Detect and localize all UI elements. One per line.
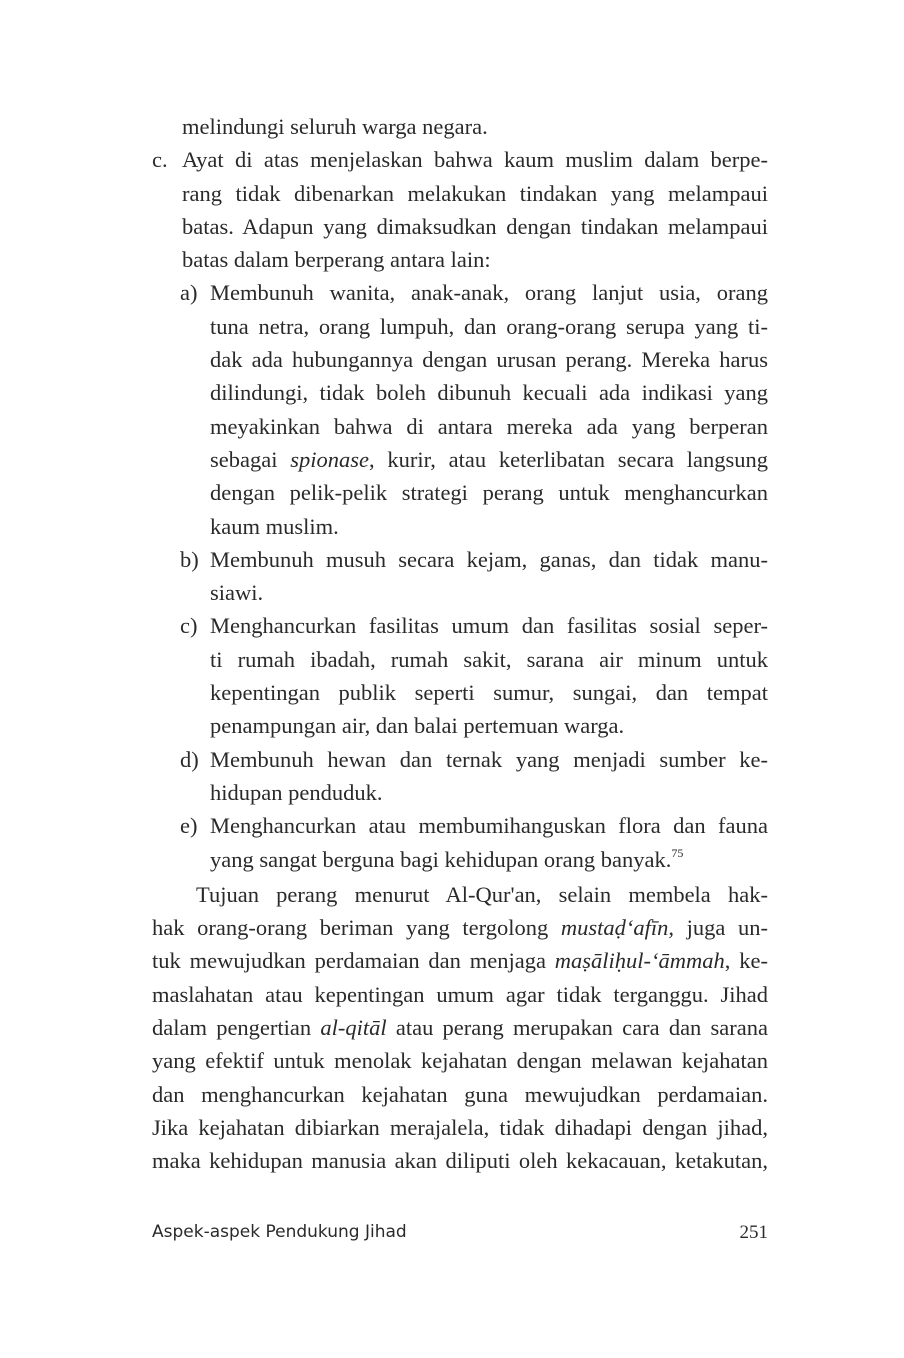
- text-run: sebagai: [210, 446, 291, 472]
- sub-item-b: [152, 543, 768, 610]
- text-run: tuk mewujudkan perdamaian dan menjaga: [152, 948, 555, 974]
- text-line: dilindungi, tidak boleh dibunuh kecuali ada indikasi yang: [210, 380, 768, 406]
- text-line: [152, 878, 768, 911]
- running-title: Aspek-aspek Pendukung Jihad: [152, 1222, 407, 1242]
- text-line: [210, 843, 768, 876]
- text-line: [210, 443, 768, 476]
- text-run: , kurir, atau keterlibatan secara langsung: [368, 446, 768, 472]
- list-item-c: [152, 143, 768, 276]
- italic-term: spionase: [290, 446, 369, 472]
- text-line: Menghancurkan fasilitas umum dan fasilitas sosial seper-: [210, 613, 768, 639]
- text-line: kepentingan publik seperti sumur, sungai, dan tempat: [210, 680, 768, 706]
- sub-marker: b): [180, 546, 199, 572]
- text-run: , ke-: [724, 948, 768, 974]
- text-line: ti rumah ibadah, rumah sakit, sarana air minum untuk: [210, 646, 768, 672]
- sub-item-d: [152, 743, 768, 810]
- text-run: hak orang-orang beriman yang tergolong: [152, 915, 561, 941]
- italic-term: maṣāliḥul-‘āmmah: [554, 948, 725, 974]
- italic-term: mustaḍ‘afīn,: [560, 915, 675, 941]
- text-line: [152, 1011, 768, 1044]
- text-line: kaum muslim.: [210, 513, 339, 539]
- text-line: [152, 944, 768, 977]
- text-line: dengan pelik-pelik strategi perang untuk menghancurkan: [210, 480, 768, 506]
- sub-marker: e): [180, 813, 198, 839]
- top-continuation: [152, 110, 768, 143]
- sub-item-e: [152, 809, 768, 876]
- text-line: Membunuh musuh secara kejam, ganas, dan tidak manu-: [210, 546, 768, 572]
- text-run: juga un-: [674, 915, 768, 941]
- text-line: tuna netra, orang lumpuh, dan orang-orang serupa yang ti-: [210, 313, 768, 339]
- text-line: batas dalam berperang antara lain:: [182, 247, 491, 273]
- body-paragraph: [152, 878, 768, 1178]
- text-line: rang tidak dibenarkan melakukan tindakan yang melampaui: [182, 180, 768, 206]
- text-line: Membunuh wanita, anak-anak, orang lanjut usia, orang: [210, 280, 768, 306]
- text-line: siawi.: [210, 580, 264, 606]
- sub-item-c: [152, 609, 768, 742]
- text-line: hidupan penduduk.: [210, 779, 383, 805]
- text-line: yang efektif untuk menolak kejahatan dengan melawan kejahatan: [152, 1048, 768, 1074]
- sub-marker: a): [180, 280, 198, 306]
- text-line: meyakinkan bahwa di antara mereka ada yang berperan: [210, 413, 768, 439]
- text-line: maka kehidupan manusia akan diliputi oleh kekacauan, ketakutan,: [152, 1148, 768, 1174]
- page-number: 251: [739, 1222, 768, 1243]
- text-line: dan menghancurkan kejahatan guna mewujudkan perdamaian.: [152, 1081, 768, 1107]
- text-line: penampungan air, dan balai pertemuan warga.: [210, 713, 625, 739]
- text-run: Tujuan perang menurut Al-Qur'an, selain membela hak-: [196, 881, 768, 907]
- text-line: maslahatan atau kepentingan umum agar tidak terganggu. Jihad: [152, 981, 768, 1007]
- text-line: Jika kejahatan dibiarkan merajalela, tidak dihadapi dengan jihad,: [152, 1114, 768, 1140]
- italic-term: al-qitāl: [320, 1015, 387, 1041]
- text-line: melindungi seluruh warga negara.: [182, 114, 488, 139]
- text-line: dak ada hubungannya dengan urusan perang. Mereka harus: [210, 347, 768, 373]
- sub-marker: c): [180, 613, 198, 639]
- text-line: batas. Adapun yang dimaksudkan dengan tindakan melampaui: [182, 213, 768, 239]
- text-line: Ayat di atas menjelaskan bahwa kaum muslim dalam berpe-: [182, 147, 768, 173]
- list-marker: c.: [152, 147, 168, 173]
- footnote-ref[interactable]: 75: [671, 845, 684, 860]
- text-line: Membunuh hewan dan ternak yang menjadi sumber ke-: [210, 746, 768, 772]
- page-body: [152, 110, 768, 1178]
- text-line: Menghancurkan atau membumihanguskan flora dan fauna: [210, 813, 768, 839]
- text-run: yang sangat berguna bagi kehidupan orang banyak.: [210, 846, 672, 872]
- text-run: atau perang merupakan cara dan sarana: [386, 1015, 768, 1041]
- sub-item-a: [152, 276, 768, 542]
- text-line: [152, 911, 768, 944]
- text-run: dalam pengertian: [152, 1015, 321, 1041]
- sub-marker: d): [180, 746, 199, 772]
